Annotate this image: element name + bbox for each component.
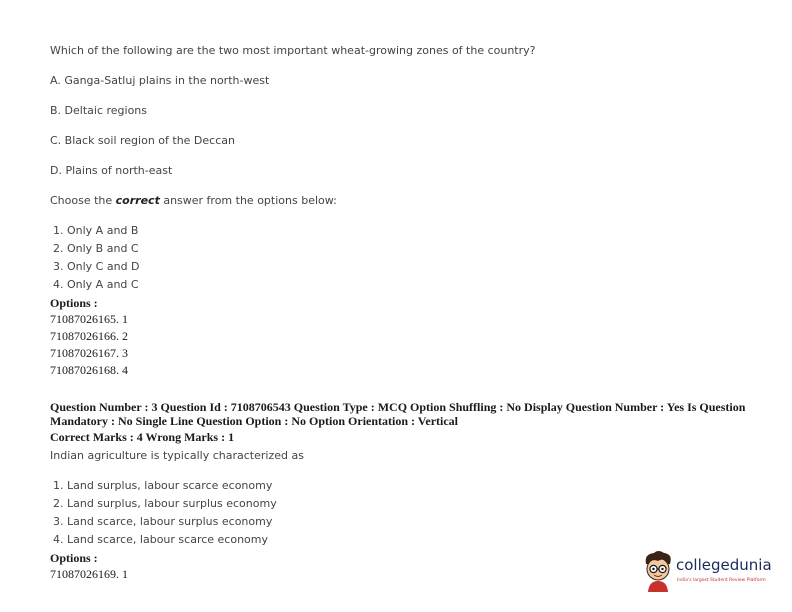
choice-4: 4. Only A and C xyxy=(53,278,139,291)
options-label: Options : xyxy=(50,296,98,310)
choice-2: 2. Only B and C xyxy=(53,242,139,255)
instruction-before: Choose the xyxy=(50,194,116,207)
question-3-meta-line2: Mandatory : No Single Line Question Option : No Option Orientation : Vertical xyxy=(50,414,459,428)
choice-1: 1. Only A and B xyxy=(53,224,139,237)
q3-choice-4: 4. Land scarce, labour scarce economy xyxy=(53,533,269,546)
option-id-3: 71087026167. 3 xyxy=(50,346,128,360)
question-3-marks: Correct Marks : 4 Wrong Marks : 1 xyxy=(50,430,235,444)
instruction-after: answer from the options below: xyxy=(159,194,337,207)
q3-choice-3: 3. Land scarce, labour surplus economy xyxy=(53,515,273,528)
collegedunia-logo xyxy=(640,548,780,598)
option-id-4: 71087026168. 4 xyxy=(50,363,128,377)
statement-b: B. Deltaic regions xyxy=(50,104,148,117)
q3-choice-1: 1. Land surplus, labour scarce economy xyxy=(53,479,273,492)
question-2-text: Which of the following are the two most important wheat-growing zones of the country? xyxy=(50,44,536,57)
statement-d: D. Plains of north-east xyxy=(50,164,173,177)
mascot-icon xyxy=(640,548,676,592)
q3-options-label: Options : xyxy=(50,551,98,565)
choice-3: 3. Only C and D xyxy=(53,260,140,273)
logo-tagline: India's largest Student Review Platform xyxy=(677,578,766,583)
q3-option-id-1: 71087026169. 1 xyxy=(50,567,128,581)
question-3-text: Indian agriculture is typically characterized as xyxy=(50,449,304,462)
answer-instruction xyxy=(50,194,337,207)
q3-choice-2: 2. Land surplus, labour surplus economy xyxy=(53,497,277,510)
question-3-meta-line1: Question Number : 3 Question Id : 7108706543 Question Type : MCQ Option Shuffling : No Display Question Number : Yes Is Question xyxy=(50,400,746,414)
option-id-2: 71087026166. 2 xyxy=(50,329,128,343)
option-id-1: 71087026165. 1 xyxy=(50,312,128,326)
statement-c: C. Black soil region of the Deccan xyxy=(50,134,235,147)
instruction-emphasis: correct xyxy=(115,194,160,207)
statement-a: A. Ganga-Satluj plains in the north-west xyxy=(50,74,270,87)
logo-name: collegedunia xyxy=(676,556,772,574)
